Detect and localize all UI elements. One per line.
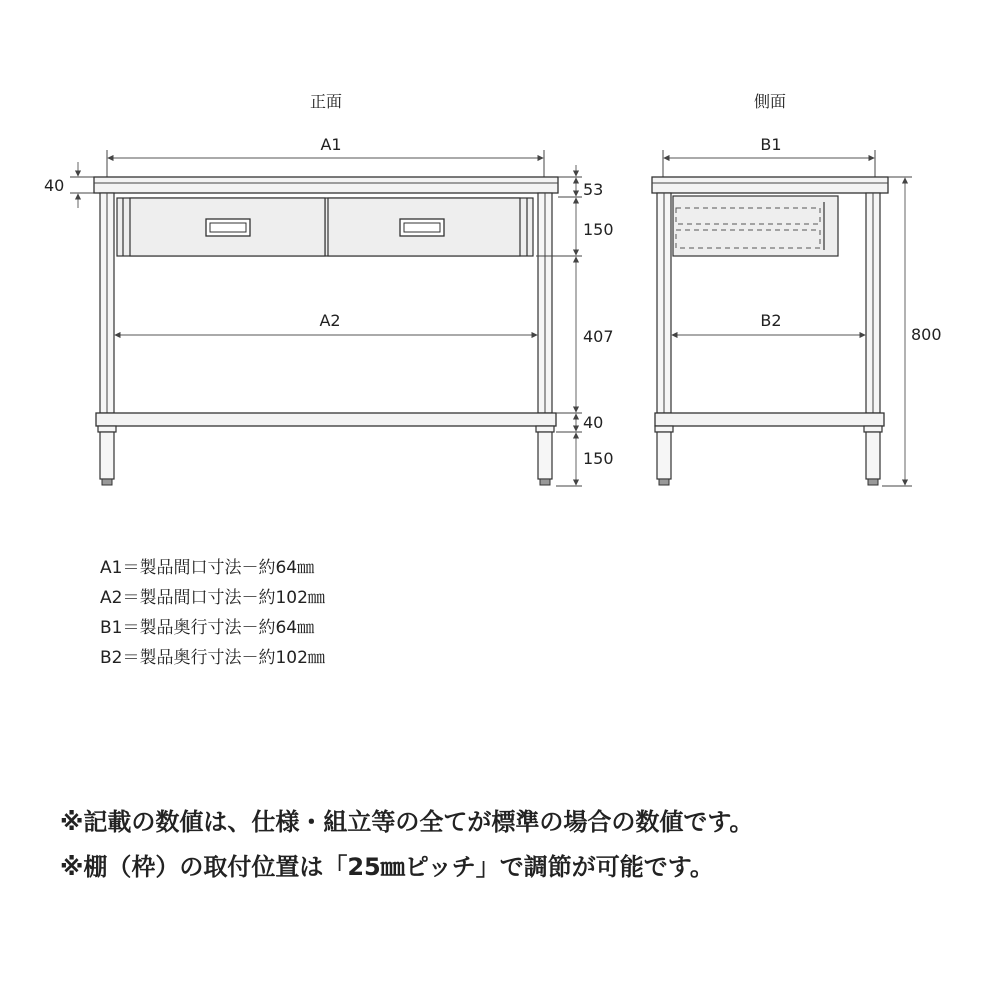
side-foot-back bbox=[866, 432, 880, 479]
legend-item: B2＝製品奥行寸法－約102㎜ bbox=[100, 648, 325, 668]
drawer-handle-icon bbox=[400, 219, 444, 236]
side-width-label: B1 bbox=[760, 135, 782, 154]
side-inner-label: B2 bbox=[760, 311, 782, 330]
side-view bbox=[652, 92, 942, 486]
side-drawer bbox=[673, 196, 838, 256]
side-tabletop bbox=[652, 177, 888, 193]
front-foot-left bbox=[100, 432, 114, 479]
legend-item: A2＝製品間口寸法－約102㎜ bbox=[100, 588, 325, 608]
top-thickness-label: 40 bbox=[44, 176, 65, 195]
front-view bbox=[44, 92, 558, 485]
height-dimension-label: 53 bbox=[583, 180, 604, 199]
side-foot-front bbox=[657, 432, 671, 479]
front-lower-shelf bbox=[96, 413, 556, 426]
legend-item: A1＝製品間口寸法－約64㎜ bbox=[100, 558, 315, 578]
legend-item: B1＝製品奥行寸法－約64㎜ bbox=[100, 618, 315, 638]
note-standard-values: ※記載の数値は、仕様・組立等の全てが標準の場合の数値です。 bbox=[60, 808, 754, 836]
total-height-label: 800 bbox=[911, 325, 942, 344]
height-dimension-label: 150 bbox=[583, 449, 614, 468]
height-dimension-label: 407 bbox=[583, 327, 614, 346]
notes bbox=[60, 800, 753, 890]
drawer-handle-icon bbox=[206, 219, 250, 236]
dimension-legend bbox=[100, 553, 325, 673]
side-lower-shelf bbox=[655, 413, 884, 426]
note-shelf-pitch: ※棚（枠）の取付位置は「25㎜ピッチ」で調節が可能です。 bbox=[60, 853, 714, 881]
front-view-title: 正面 bbox=[309, 92, 343, 111]
front-width-label: A1 bbox=[320, 135, 342, 154]
height-dimension-label: 150 bbox=[583, 220, 614, 239]
front-inner-label: A2 bbox=[319, 311, 341, 330]
height-dimension-label: 40 bbox=[583, 413, 604, 432]
front-tabletop bbox=[94, 177, 558, 193]
front-foot-right bbox=[538, 432, 552, 479]
side-view-title: 側面 bbox=[753, 92, 787, 111]
